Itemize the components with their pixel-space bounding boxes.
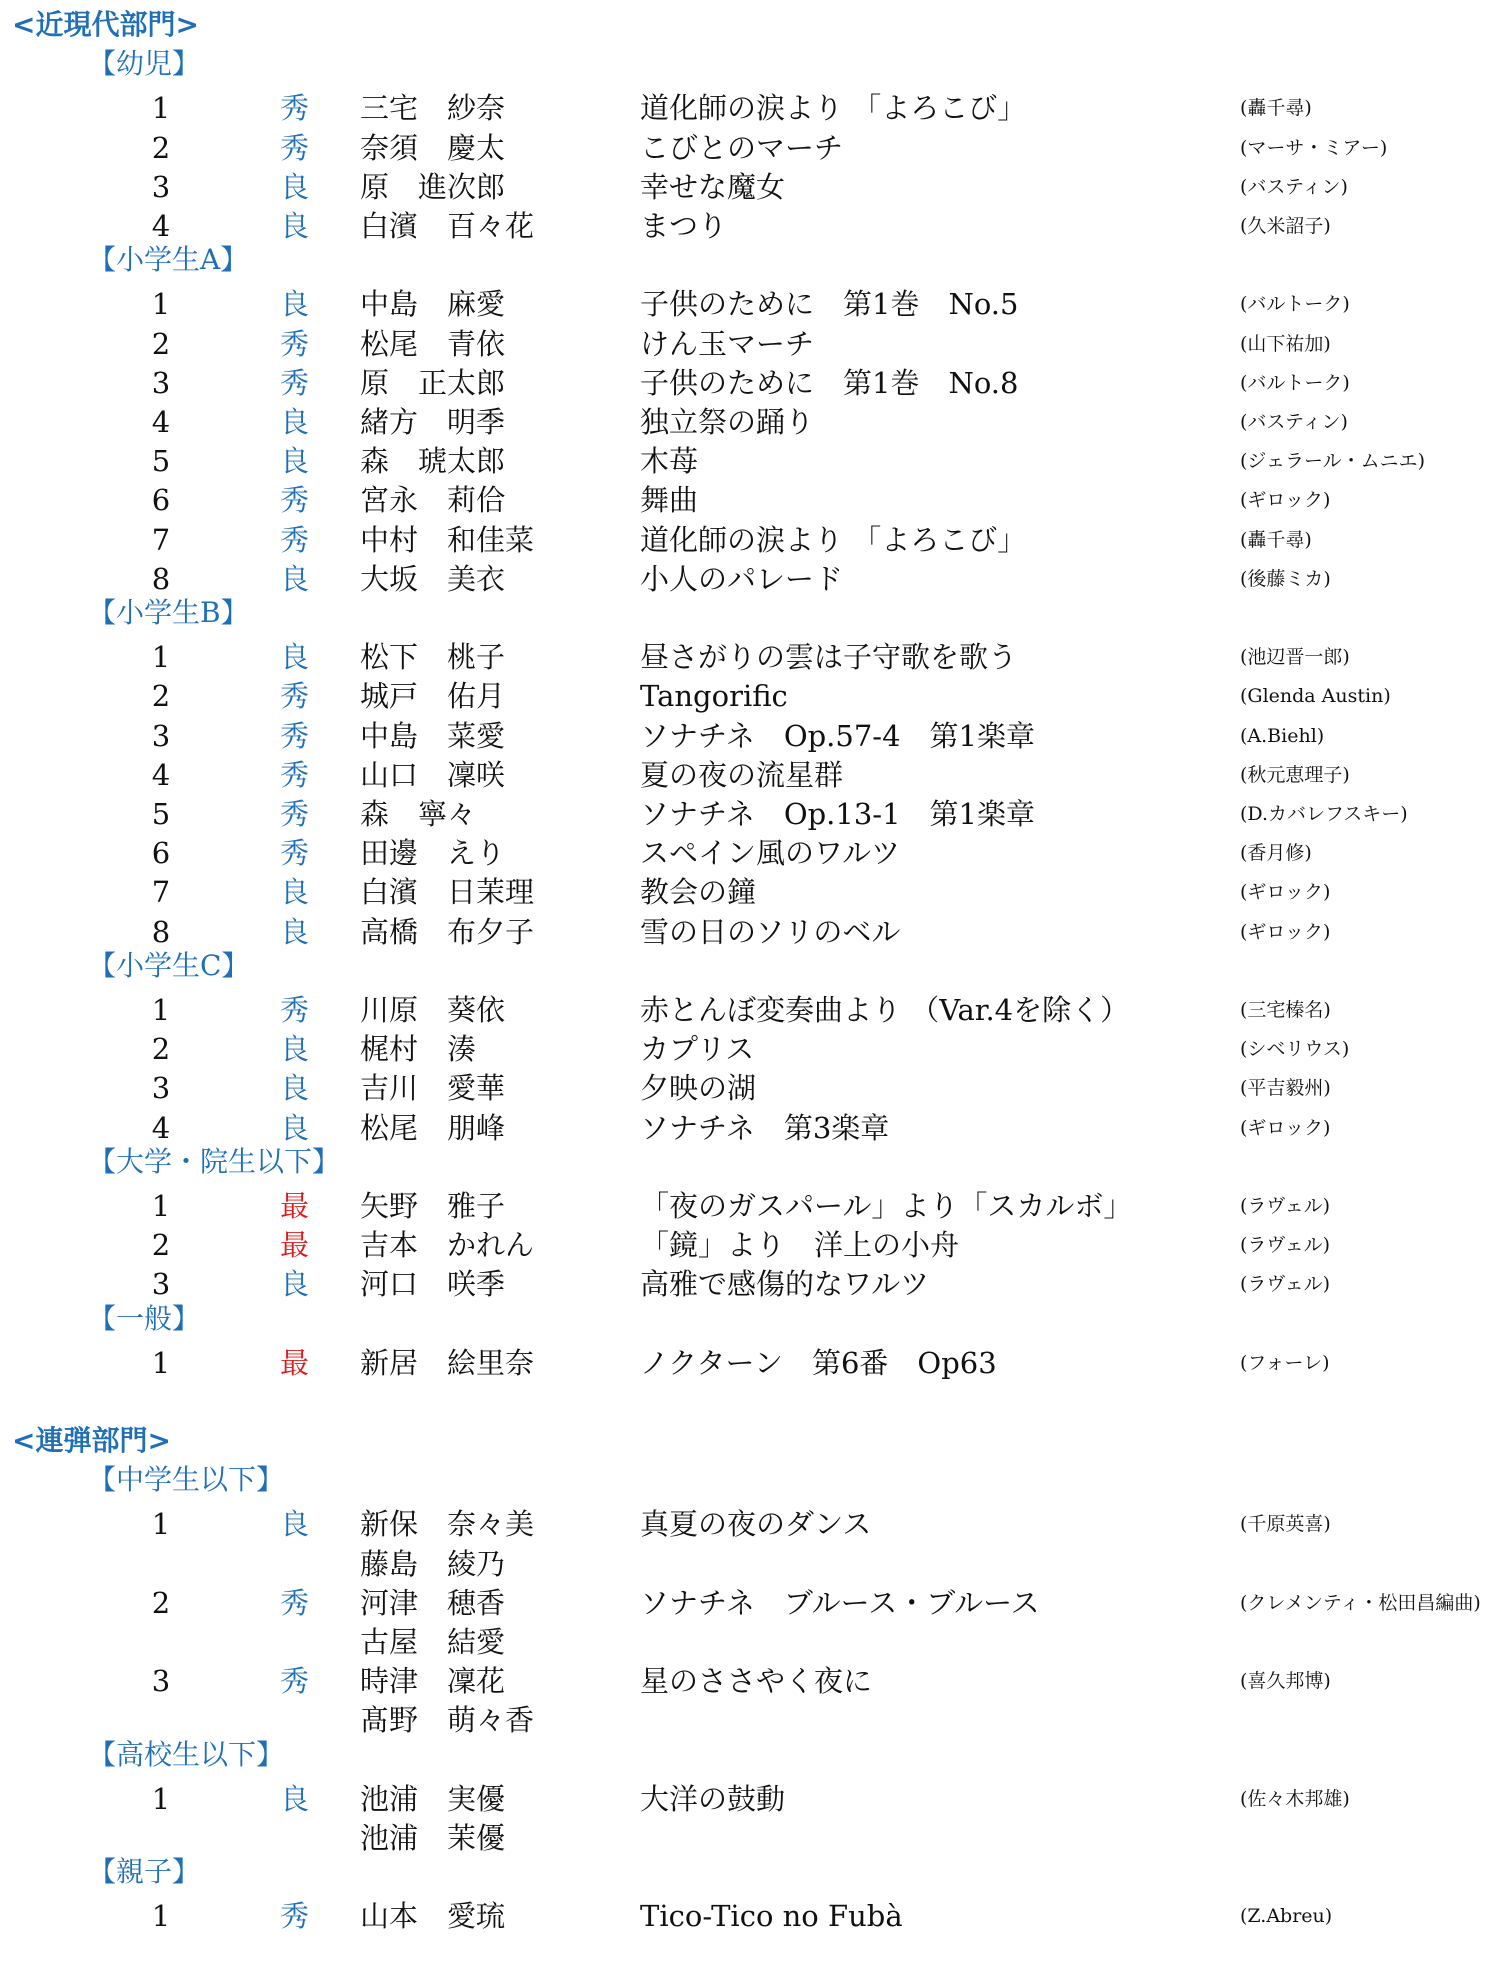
grade-mark: 秀 — [280, 91, 310, 126]
entry-row — [0, 872, 1508, 912]
grade-mark: 良 — [280, 1507, 310, 1542]
entry-number: 2 — [151, 679, 171, 714]
entry-row — [0, 1186, 1508, 1226]
grade-mark: 良 — [280, 405, 310, 439]
entry-number: 4 — [151, 209, 171, 243]
section-title: <連弾部門> — [12, 1424, 171, 1457]
performer-name: 河口 咲季 — [360, 1267, 506, 1302]
entry-row — [0, 167, 1508, 207]
entry-row — [0, 324, 1508, 364]
entry-row — [0, 1029, 1508, 1069]
entry-row — [0, 1700, 1508, 1740]
performer-name: 松下 桃子 — [360, 640, 506, 675]
performer-name: 森 琥太郎 — [360, 444, 506, 479]
composer: (Glenda Austin) — [1240, 685, 1391, 708]
entry-row — [0, 1622, 1508, 1662]
entry-number: 1 — [151, 287, 171, 322]
grade-mark: 秀 — [280, 797, 310, 831]
piece-title: こびとのマーチ — [640, 130, 844, 165]
grade-mark: 秀 — [280, 1664, 310, 1699]
entry-row — [0, 1264, 1508, 1304]
entry-number: 2 — [151, 1585, 171, 1620]
performer-name: 新居 絵里奈 — [360, 1345, 535, 1380]
entry-number: 1 — [151, 1507, 171, 1542]
performer-name: 吉川 愛華 — [360, 1071, 506, 1106]
entry-row — [0, 1068, 1508, 1108]
composer: (バルトーク) — [1240, 293, 1350, 316]
piece-title: 星のささやく夜に — [640, 1664, 873, 1699]
grade-mark: 良 — [280, 875, 310, 910]
piece-title: 高雅で感傷的なワルツ — [640, 1267, 930, 1302]
grade-mark: 秀 — [280, 757, 310, 792]
composer: (千原英喜) — [1240, 1513, 1331, 1536]
grade-mark: 良 — [280, 169, 310, 204]
performer-name: 川原 葵依 — [360, 993, 506, 1027]
entry-number: 1 — [151, 1345, 171, 1380]
category-heading: 【幼児】 — [88, 47, 201, 81]
piece-title: 赤とんぼ変奏曲より （Var.4を除く） — [640, 993, 1130, 1027]
performer-name: 田邊 えり — [360, 836, 506, 871]
entry-row — [0, 637, 1508, 677]
performer-name: 河津 穂香 — [360, 1585, 506, 1620]
entry-row — [0, 480, 1508, 520]
performer-name: 白濱 百々花 — [360, 209, 535, 243]
performer-name: 森 寧々 — [360, 797, 477, 831]
performer-name: 中島 麻愛 — [360, 287, 506, 322]
grade-mark: 秀 — [280, 522, 310, 557]
grade-mark: 良 — [280, 444, 310, 479]
category-heading: 【大学・院生以下】 — [88, 1144, 341, 1178]
composer: (山下祐加) — [1240, 332, 1331, 355]
category-heading: 【親子】 — [88, 1855, 201, 1889]
composer: (シベリウス) — [1240, 1038, 1350, 1061]
composer: (ギロック) — [1240, 1116, 1331, 1139]
grade-mark: 秀 — [280, 130, 310, 165]
composer: (ジェラール・ムニエ) — [1240, 450, 1426, 473]
grade-mark: 良 — [280, 1267, 310, 1302]
piece-title: カプリス — [640, 1032, 755, 1067]
composer: (ギロック) — [1240, 920, 1331, 943]
piece-title: ソナチネ ブルース・ブルース — [640, 1585, 1040, 1620]
composer: (秋元恵理子) — [1240, 763, 1350, 786]
entry-row — [0, 1583, 1508, 1623]
entry-row — [0, 1225, 1508, 1265]
grade-mark: 良 — [280, 640, 310, 675]
entry-number: 3 — [151, 1664, 171, 1699]
grade-mark: 秀 — [280, 836, 310, 871]
grade-mark: 秀 — [280, 993, 310, 1027]
performer-name: 山口 凜咲 — [360, 757, 506, 792]
performer-name: 松尾 朋峰 — [360, 1110, 506, 1145]
grade-mark: 良 — [280, 1071, 310, 1106]
grade-mark: 良 — [280, 209, 310, 243]
grade-mark: 秀 — [280, 1585, 310, 1620]
performer-name: 奈須 慶太 — [360, 130, 506, 165]
piece-title: 小人のパレード — [640, 561, 844, 596]
entry-number: 2 — [151, 1228, 171, 1263]
entry-number: 3 — [151, 1267, 171, 1302]
grade-mark: 秀 — [280, 679, 310, 714]
composer: (喜久邦博) — [1240, 1670, 1331, 1693]
entry-number: 5 — [151, 444, 171, 479]
piece-title: 夕映の湖 — [640, 1071, 757, 1106]
piece-title: ソナチネ Op.57-4 第1楽章 — [640, 718, 1035, 753]
entry-row — [0, 1818, 1508, 1858]
performer-name: 吉本 かれん — [360, 1228, 535, 1263]
performer-name: 高橋 布夕子 — [360, 914, 535, 949]
grade-mark: 良 — [280, 1110, 310, 1145]
grade-mark: 秀 — [280, 365, 310, 400]
entry-row — [0, 990, 1508, 1030]
piece-title: Tangorific — [640, 679, 788, 714]
entry-number: 3 — [151, 365, 171, 400]
entry-number: 6 — [151, 836, 171, 871]
performer-name: 緒方 明季 — [360, 405, 506, 439]
performer-name: 池浦 茉優 — [360, 1821, 506, 1855]
entry-number: 2 — [151, 1032, 171, 1067]
performer-name: 三宅 紗奈 — [360, 91, 506, 126]
entry-number: 3 — [151, 1071, 171, 1106]
category-heading: 【高校生以下】 — [88, 1737, 285, 1771]
entry-row — [0, 402, 1508, 442]
entry-row — [0, 1779, 1508, 1819]
composer: (ラヴェル) — [1240, 1273, 1331, 1296]
category-heading: 【小学生C】 — [88, 948, 250, 982]
performer-name: 梶村 湊 — [360, 1032, 477, 1067]
entry-row — [0, 206, 1508, 246]
grade-mark: 良 — [280, 914, 310, 949]
piece-title: スペイン風のワルツ — [640, 836, 901, 871]
entry-number: 2 — [151, 130, 171, 165]
category-heading: 【小学生A】 — [88, 243, 249, 277]
entry-row — [0, 1544, 1508, 1584]
entry-row — [0, 1343, 1508, 1383]
piece-title: ノクターン 第6番 Op63 — [640, 1345, 997, 1380]
entry-number: 1 — [151, 91, 171, 126]
piece-title: まつり — [640, 209, 728, 243]
entry-number: 3 — [151, 718, 171, 753]
piece-title: 木苺 — [640, 444, 699, 479]
composer: (池辺晋一郎) — [1240, 646, 1350, 669]
grade-mark: 良 — [280, 1781, 310, 1816]
entry-number: 8 — [151, 914, 171, 949]
performer-name: 大坂 美衣 — [360, 561, 506, 596]
grade-mark: 最 — [280, 1189, 310, 1223]
entry-row — [0, 1504, 1508, 1544]
entry-row — [0, 755, 1508, 795]
performer-name: 原 進次郎 — [360, 169, 506, 204]
piece-title: 教会の鐘 — [640, 875, 757, 910]
performer-name: 池浦 実優 — [360, 1781, 506, 1816]
composer: (クレメンティ・松田昌編曲) — [1240, 1591, 1481, 1614]
entry-row — [0, 1661, 1508, 1701]
entry-number: 3 — [151, 169, 171, 204]
entry-row — [0, 716, 1508, 756]
entry-row — [0, 363, 1508, 403]
entry-row — [0, 794, 1508, 834]
entry-number: 1 — [151, 640, 171, 675]
grade-mark: 良 — [280, 1032, 310, 1067]
entry-number: 7 — [151, 522, 171, 557]
entry-row — [0, 676, 1508, 716]
composer: (三宅榛名) — [1240, 999, 1331, 1021]
piece-title: 独立祭の踊り — [640, 405, 815, 439]
entry-number: 1 — [151, 1781, 171, 1816]
performer-name: 白濱 日茉理 — [360, 875, 535, 910]
entry-number: 4 — [151, 757, 171, 792]
entry-row — [0, 520, 1508, 560]
entry-number: 5 — [151, 797, 171, 831]
composer: (バルトーク) — [1240, 371, 1350, 394]
grade-mark: 良 — [280, 561, 310, 596]
performer-name: 古屋 結愛 — [360, 1625, 506, 1659]
performer-name: 時津 凜花 — [360, 1664, 506, 1699]
entry-row — [0, 88, 1508, 128]
piece-title: 真夏の夜のダンス — [640, 1507, 872, 1542]
piece-title: 子供のために 第1巻 No.5 — [640, 287, 1019, 322]
entry-number: 4 — [151, 405, 171, 439]
composer: (ギロック) — [1240, 489, 1331, 512]
entry-row — [0, 128, 1508, 168]
performer-name: 髙野 萌々香 — [360, 1703, 535, 1738]
entry-number: 2 — [151, 326, 171, 361]
piece-title: けん玉マーチ — [640, 326, 815, 361]
piece-title: 「鏡」より 洋上の小舟 — [640, 1228, 960, 1263]
performer-name: 山本 愛琉 — [360, 1899, 506, 1934]
piece-title: 幸せな魔女 — [640, 169, 786, 204]
entry-row — [0, 1108, 1508, 1148]
composer: (D.カバレフスキー) — [1240, 803, 1408, 825]
composer: (久米詔子) — [1240, 215, 1331, 237]
composer: (フォーレ) — [1240, 1351, 1330, 1374]
piece-title: ソナチネ 第3楽章 — [640, 1110, 890, 1145]
entry-row — [0, 559, 1508, 599]
performer-name: 城戸 佑月 — [360, 679, 506, 714]
piece-title: 道化師の涙より 「よろこび」 — [640, 91, 1027, 126]
performer-name: 藤島 綾乃 — [360, 1546, 506, 1581]
composer: (ラヴェル) — [1240, 1234, 1331, 1257]
composer: (香月修) — [1240, 842, 1312, 865]
piece-title: 雪の日のソリのベル — [640, 914, 901, 949]
composer: (バスティン) — [1240, 175, 1348, 198]
entry-number: 6 — [151, 483, 171, 518]
grade-mark: 秀 — [280, 326, 310, 361]
piece-title: 大洋の鼓動 — [640, 1781, 786, 1816]
performer-name: 原 正太郎 — [360, 365, 506, 400]
composer: (轟千尋) — [1240, 97, 1312, 120]
performer-name: 新保 奈々美 — [360, 1507, 535, 1542]
composer: (バスティン) — [1240, 411, 1348, 433]
category-heading: 【中学生以下】 — [88, 1463, 285, 1497]
performer-name: 中島 菜愛 — [360, 718, 506, 753]
piece-title: 昼さがりの雲は子守歌を歌う — [640, 640, 1018, 675]
entry-row — [0, 833, 1508, 873]
piece-title: ソナチネ Op.13-1 第1楽章 — [640, 797, 1035, 831]
performer-name: 中村 和佳菜 — [360, 522, 535, 557]
entry-number: 1 — [151, 1189, 171, 1223]
piece-title: 道化師の涙より 「よろこび」 — [640, 522, 1027, 557]
entry-number: 1 — [151, 1899, 171, 1934]
composer: (後藤ミカ) — [1240, 567, 1331, 590]
grade-mark: 最 — [280, 1345, 310, 1380]
composer: (Z.Abreu) — [1240, 1905, 1333, 1928]
composer: (平吉毅州) — [1240, 1077, 1331, 1100]
grade-mark: 秀 — [280, 718, 310, 753]
entry-row — [0, 912, 1508, 952]
section-title: <近現代部門> — [12, 8, 199, 41]
composer: (マーサ・ミアー) — [1240, 136, 1388, 159]
entry-number: 4 — [151, 1110, 171, 1145]
grade-mark: 秀 — [280, 483, 310, 518]
composer: (佐々木邦雄) — [1240, 1787, 1350, 1810]
entry-row — [0, 441, 1508, 481]
entry-number: 1 — [151, 993, 171, 1027]
composer: (A.Biehl) — [1240, 724, 1325, 747]
piece-title: Tico-Tico no Fubà — [640, 1899, 903, 1934]
grade-mark: 良 — [280, 287, 310, 322]
performer-name: 宮永 莉佮 — [360, 483, 506, 518]
category-heading: 【小学生B】 — [88, 596, 249, 629]
piece-title: 舞曲 — [640, 483, 699, 518]
entry-row — [0, 284, 1508, 324]
composer: (ラヴェル) — [1240, 1195, 1331, 1217]
entry-number: 8 — [151, 561, 171, 596]
entry-number: 7 — [151, 875, 171, 910]
piece-title: 夏の夜の流星群 — [640, 757, 844, 792]
performer-name: 矢野 雅子 — [360, 1189, 506, 1223]
entry-row — [0, 1896, 1508, 1936]
composer: (轟千尋) — [1240, 528, 1312, 551]
piece-title: 「夜のガスパール」より「スカルボ」 — [640, 1189, 1133, 1223]
grade-mark: 最 — [280, 1228, 310, 1263]
piece-title: 子供のために 第1巻 No.8 — [640, 365, 1019, 400]
composer: (ギロック) — [1240, 881, 1331, 904]
category-heading: 【一般】 — [88, 1301, 201, 1335]
grade-mark: 秀 — [280, 1899, 310, 1934]
performer-name: 松尾 青依 — [360, 326, 506, 361]
